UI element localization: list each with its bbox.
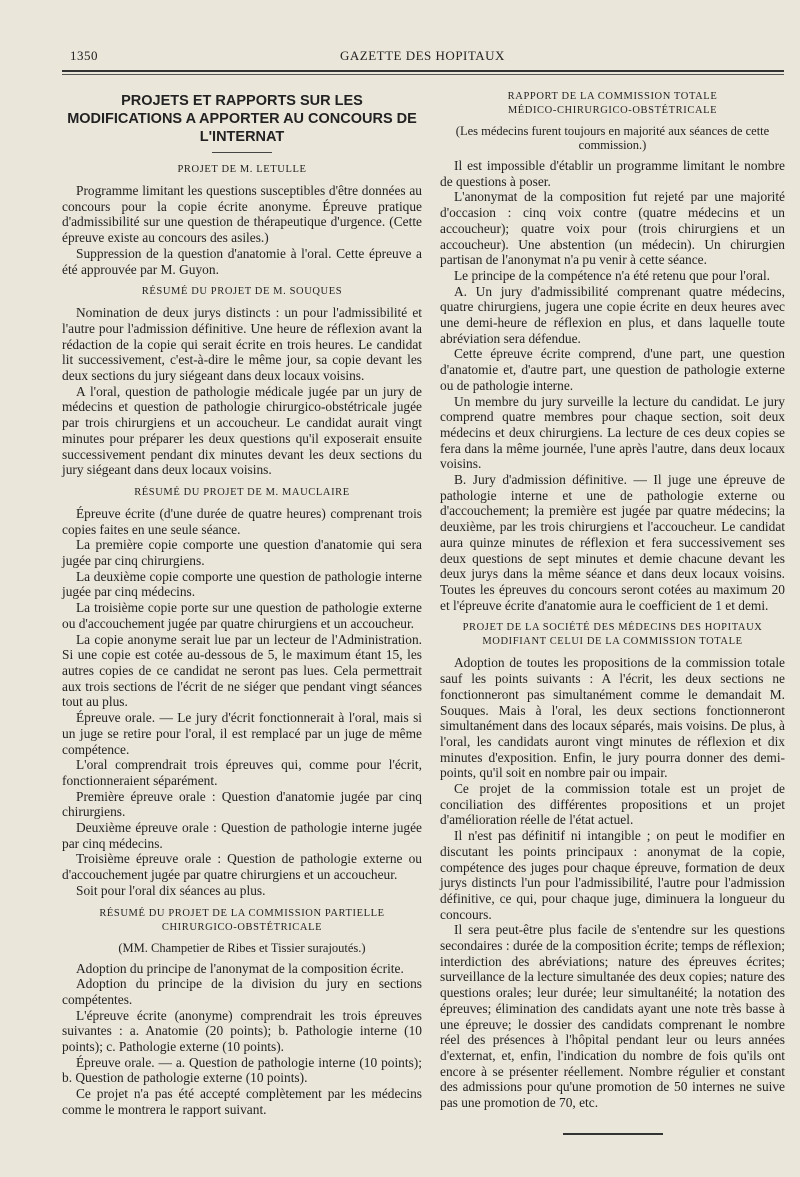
- header-rule-thin: [62, 74, 784, 75]
- header-rule: [62, 70, 784, 72]
- paragraph: Épreuve écrite (d'une durée de quatre heures) comprenant trois copies faites en une seule séance.: [62, 505, 422, 537]
- title-rule: [212, 152, 272, 153]
- paragraph: L'oral comprendrait trois épreuves qui, comme pour l'écrit, fonctionneraient séparément.: [62, 757, 422, 788]
- paragraph: L'épreuve écrite (anonyme) comprendrait les trois épreuves suivantes : a. Anatomie (20 points); b. Pathologie interne (10 points); c. Pathologie externe (10 points).: [62, 1007, 422, 1055]
- paragraph: Adoption du principe de la division du jury en sections compétentes.: [62, 976, 422, 1007]
- section-heading-commission-totale: RAPPORT DE LA COMMISSION TOTALE: [507, 91, 718, 102]
- paragraph: Épreuve orale. — a. Question de pathologie interne (10 points); b. Question de pathologie externe (10 points).: [62, 1054, 422, 1086]
- left-column: [62, 90, 422, 1118]
- paragraph: A l'oral, question de pathologie médicale jugée par un jury de médecins et question de pathologie chirurgico-obstétricale jugée par trois chirurgiens et un accoucheur. Le candidat aurait vingt minutes pour préparer les deux questions qu'il exposerait ensuite successivement pendant dix minutes devant les deux sections du jury siégeant dans deux locaux voisins.: [62, 383, 422, 478]
- paragraph: A. Un jury d'admissibilité comprenant quatre médecins, quatre chirurgiens, jugera une copie écrite en deux heures avec une demi-heure de réflexion en plus, et dans laquelle toute abréviation sera défendue.: [440, 283, 785, 346]
- section-heading-mauclaire: RÉSUMÉ DU PROJET DE M. MAUCLAIRE: [134, 486, 350, 498]
- section-note: (Les médecins furent toujours en majorité aux séances de cette commission.): [455, 124, 770, 152]
- running-head: [0, 48, 800, 64]
- paragraph: B. Jury d'admission définitive. — Il juge une épreuve de pathologie interne et une de pathologie externe ou d'accouchement; la première est jugée par quatre médecins; la deuxième, par les trois chirurgiens et l'accoucheur. Le candidat aura quinze minutes de réflexion et fera successivement ses deux questions de sept minutes et demie chacune devant les deux jurys dans la même séance et dans deux locaux voisins. Toutes les épreuves du concours seront cotées au maximum 20 et l'épreuve écrite d'anatomie aura le coefficient de 1 et demi.: [440, 472, 785, 613]
- page-number: 1350: [70, 48, 98, 63]
- paragraph: Adoption du principe de l'anonymat de la composition écrite.: [76, 960, 404, 976]
- section-heading-commission-partielle: RÉSUMÉ DU PROJET DE LA COMMISSION PARTIELLE: [99, 907, 385, 919]
- paragraph: Cette épreuve écrite comprend, d'une part, une question d'anatomie et, d'autre part, une question de pathologie externe ou de pathologie interne.: [440, 346, 785, 393]
- section-heading-souques: RÉSUMÉ DU PROJET DE M. SOUQUES: [141, 286, 343, 298]
- paragraph: Il n'est pas définitif ni intangible ; on peut le modifier en discutant les points principaux : anonymat de la copie, compétence des juges pour chaque épreuve, formation de deux jurys distincts l'un pour l'admissibilité, l'autre pour l'admission définitive, ce qui, pour chaque juge, diminuera la longueur du concours.: [440, 828, 785, 922]
- section-heading-societe-medecins: PROJET DE LA SOCIÉTÉ DES MÉDECINS DES HOPITAUX: [462, 622, 763, 634]
- paragraph: Épreuve orale. — Le jury d'écrit fonctionnerait à l'oral, mais si un juge se retire pour l'oral, il est remplacé par un juge de même compétence.: [62, 710, 422, 757]
- paragraph: Un membre du jury surveille la lecture du candidat. Le jury comprend quatre membres pour chaque section, soit deux médecins et deux chirurgiens. La lecture de ces deux copies se fera dans la même journée, l'une après l'autre, dans deux locaux voisins.: [440, 393, 785, 472]
- paragraph: Adoption de toutes les propositions de la commission totale sauf les points suivants : A l'écrit, les deux sections ne fonctionneront pas simultanément comme le demandait M. Souques. Mais à l'oral, les deux sections fonctionneront simultanément dans des locaux séparés, mais voisins. De plus, à l'oral, les candidats auront vingt minutes de réflexion et dix minutes d'exposition. Enfin, le jury pourra donner des demi-points, qu'il soit en nombre pair ou impair.: [440, 655, 785, 781]
- paragraph: Il sera peut-être plus facile de s'entendre sur les questions secondaires : durée de la composition écrite; temps de réflexion; interdiction des abréviations; nature des épreuves écrites; surveillance de la lecture simultanée des deux copies; nature des questions orales; leur durée; leur simultanéité; la notation des épreuves; élimination des candidats ayant une note très basse à une épreuve; le dossier des candidats comprenant le nombre réel des présences à l'hôpital pendant leur ou leurs années d'externat, et, enfin, l'indication du nombre de fois qu'ils ont encore à se présenter réellement. Nombre régulier et constant des admissions pour qu'une promotion de 50 internes ne suive pas une promotion de 70, etc.: [440, 922, 785, 1111]
- paragraph: La première copie comporte une question d'anatomie qui sera jugée par cinq chirurgiens.: [62, 537, 422, 569]
- section-heading-commission-totale-2: MÉDICO-CHIRURGICO-OBSTÉTRICALE: [507, 105, 718, 116]
- article-title: PROJETS ET RAPPORTS SUR LES MODIFICATIONS A APPORTER AU CONCOURS DE L'INTERNAT: [67, 93, 417, 145]
- section-note: (MM. Champetier de Ribes et Tissier surajoutés.): [118, 940, 366, 955]
- paragraph: Suppression de la question d'anatomie à l'oral. Cette épreuve a été approuvée par M. Guyon.: [62, 245, 422, 277]
- paragraph: Soit pour l'oral dix séances au plus.: [76, 882, 266, 898]
- paragraph: Ce projet n'a pas été accepté complètement par les médecins comme le montrera le rapport suivant.: [62, 1086, 422, 1117]
- paragraph: La troisième copie porte sur une question de pathologie externe ou d'accouchement jugée par quatre chirurgiens et un accoucheur.: [62, 600, 422, 631]
- paragraph: L'anonymat de la composition fut rejeté par une majorité d'occasion : cinq voix contre (quatre médecins et un accoucheur); quatre voix pour (trois chirurgiens et un accoucheur). Une abstention (un médecin). Un chirurgien partisan de l'anonymat n'a pu venir à cette séance.: [440, 189, 785, 268]
- section-heading-commission-partielle-2: CHIRURGICO-OBSTÉTRICALE: [161, 921, 323, 933]
- paragraph: Nomination de deux jurys distincts : un pour l'admissibilité et l'autre pour l'admission définitive. Une heure de réflexion avant la rédaction de la copie qui serait écrite en trois heures. Le candidat lit successivement, c'est-à-dire le même jour, sa copie devant les deux sections du jury siégeant dans deux locaux voisins.: [62, 305, 422, 384]
- paragraph: Ce projet de la commission totale est un projet de conciliation des différentes propositions et un projet d'amélioration réelle de l'état actuel.: [440, 781, 785, 828]
- end-ornament-rule: [563, 1133, 663, 1135]
- right-column: [440, 90, 785, 1135]
- paragraph: Le principe de la compétence n'a été retenu que pour l'oral.: [454, 267, 771, 283]
- paragraph: Deuxième épreuve orale : Question de pathologie interne jugée par cinq médecins.: [62, 820, 422, 851]
- paragraph: La copie anonyme serait lue par un lecteur de l'Administration. Si une copie est cotée au-dessous de 5, le maximum étant 15, les autres copies de ce candidat ne seront pas lues. Cela permettrait aux trois sections de l'écrit de ne siéger que pendant vingt séances tout au plus.: [62, 631, 422, 710]
- journal-title: GAZETTE DES HOPITAUX: [340, 48, 505, 63]
- section-heading-letulle: PROJET DE M. LETULLE: [177, 164, 307, 175]
- paragraph: Troisième épreuve orale : Question de pathologie externe ou d'accouchement jugée par quatre chirurgiens et un accoucheur.: [62, 851, 422, 883]
- paragraph: Programme limitant les questions susceptibles d'être données au concours pour la copie écrite anonyme. Épreuve pratique d'admissibilité sur une question de thérapeutique d'urgence. (Cette épreuve existe au concours des asiles.): [62, 183, 422, 246]
- section-heading-societe-medecins-2: MODIFIANT CELUI DE LA COMMISSION TOTALE: [482, 636, 743, 648]
- paragraph: Première épreuve orale : Question d'anatomie jugée par cinq chirurgiens.: [62, 788, 422, 820]
- paragraph: La deuxième copie comporte une question de pathologie interne jugée par cinq médecins.: [62, 568, 422, 600]
- paragraph: Il est impossible d'établir un programme limitant le nombre de questions à poser.: [440, 158, 785, 189]
